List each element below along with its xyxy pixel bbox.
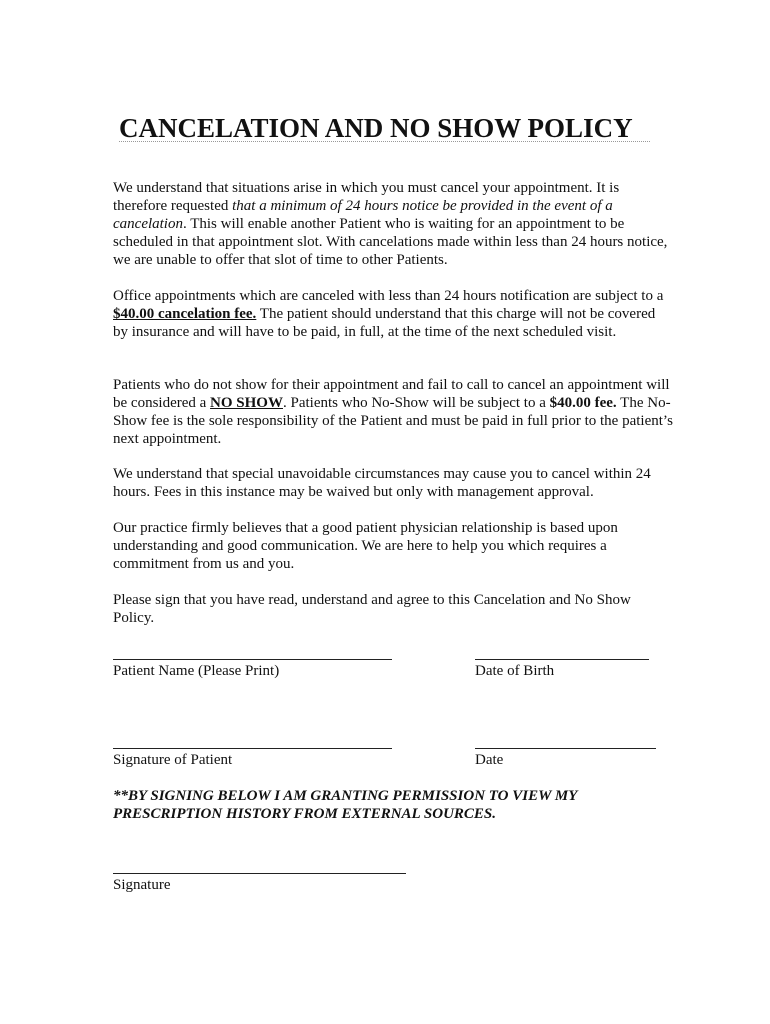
p1-text-c: . This will enable another Patient who is waiting for an appointment to be scheduled in that appointment slot. With cancelations made within less than 24 hours notice, we are unable to offer that slot of time to other Patients. <box>113 216 668 268</box>
date-field[interactable] <box>475 748 656 749</box>
patient-name-field[interactable] <box>113 659 392 660</box>
p3-text-c: . Patients who No-Show will be subject to a <box>282 395 550 411</box>
signature-label: Signature <box>113 877 171 893</box>
paragraph-relationship: Our practice firmly believes that a good patient physician relationship is based upon understanding and good communication. We are here to help you which requires a commitment from us and you. <box>113 520 618 572</box>
title-underline <box>119 141 650 142</box>
patient-signature-field[interactable] <box>113 748 392 749</box>
paragraph-sign-request: Please sign that you have read, understand and agree to this Cancelation and No Show Policy. <box>113 592 631 626</box>
p3-text-a: Patients who do not show for their appointment and fail to call to cancel an appointment will be considered a <box>113 377 670 411</box>
date-of-birth-field[interactable] <box>475 659 649 660</box>
paragraph-cancel-notice <box>113 179 673 269</box>
date-label: Date <box>475 752 504 768</box>
p3-text-e: The No-Show fee is the sole responsibility of the Patient and must be paid in full prior to the patient’s next appointment. <box>113 395 673 447</box>
page-title: CANCELATION AND NO SHOW POLICY <box>119 113 633 143</box>
p1-text-a: We understand that situations arise in which you must cancel your appointment. It is therefore requested <box>113 180 620 214</box>
patient-signature-label: Signature of Patient <box>113 752 233 768</box>
patient-name-label: Patient Name (Please Print) <box>113 663 280 679</box>
paragraph-special-circumstances: We understand that special unavoidable circumstances may cause you to cancel within 24 hours. Fees in this instance may be waived but only with management approval. <box>113 466 651 500</box>
date-of-birth-label: Date of Birth <box>475 663 555 679</box>
paragraph-no-show <box>113 376 673 448</box>
p2-text-c: The patient should understand that this charge will not be covered by insurance and will have to be paid, in full, at the time of the next scheduled visit. <box>113 306 656 340</box>
prescription-permission-statement: **BY SIGNING BELOW I AM GRANTING PERMISSION TO VIEW MY PRESCRIPTION HISTORY FROM EXTERNAL SOURCES. <box>113 788 577 822</box>
p1-text-italic: that a minimum of 24 hours notice be provided in the event of a cancelation <box>113 198 613 232</box>
prescription-signature-field[interactable] <box>113 873 406 874</box>
p2-text-a: Office appointments which are canceled with less than 24 hours notification are subject to a <box>113 288 664 304</box>
paragraph-cancel-fee <box>113 287 673 341</box>
cancelation-fee-highlight: $40.00 cancelation fee. <box>113 306 257 322</box>
no-show-highlight: NO SHOW <box>210 395 283 411</box>
no-show-fee-highlight: $40.00 fee. <box>549 395 617 411</box>
